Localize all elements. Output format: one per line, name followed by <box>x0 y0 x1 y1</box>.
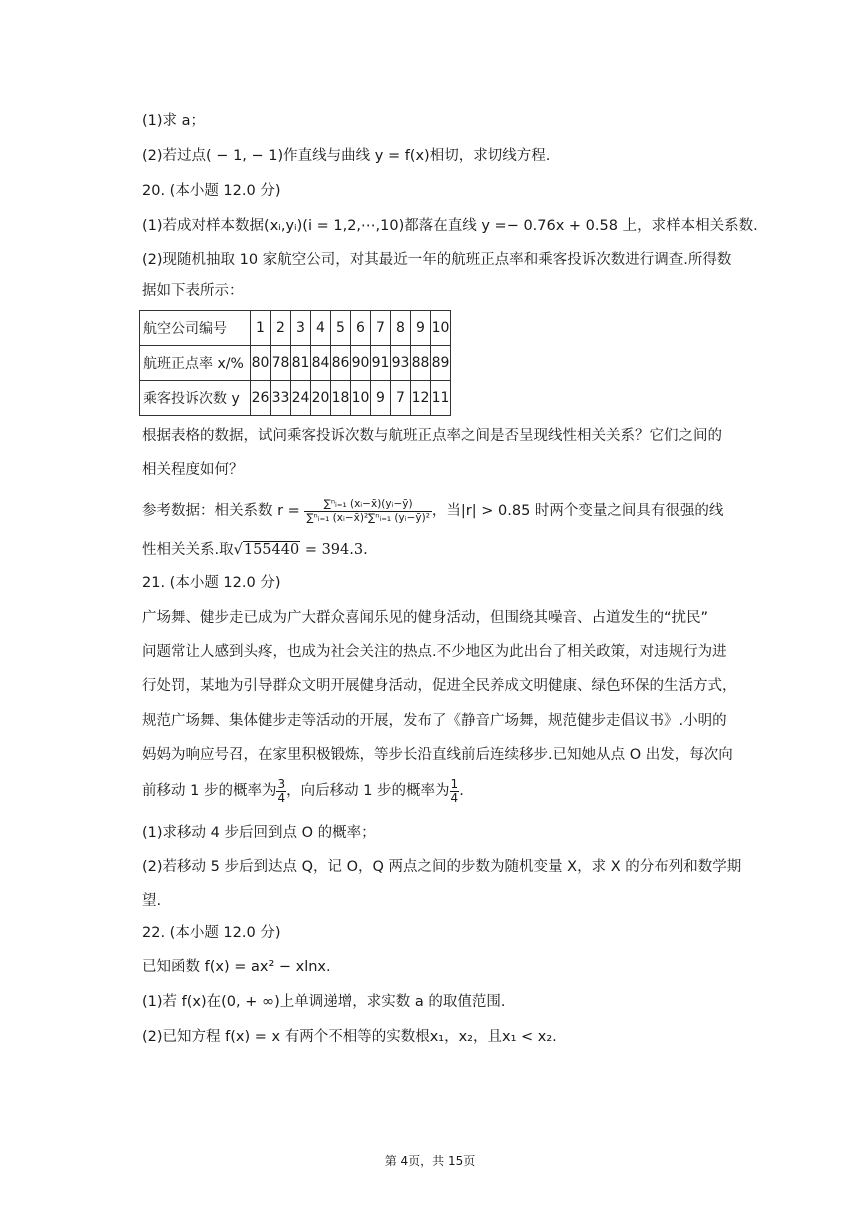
q21-paragraph-line3: 行处罚，某地为引导群众文明开展健身活动，促进全民养成文明健康、绿色环保的生活方式， <box>142 678 737 694</box>
q21-period: . <box>459 783 464 799</box>
table-cell: 9 <box>371 381 391 416</box>
fraction-numerator: 1 <box>450 776 459 791</box>
q20-question-line1: 根据表格的数据，试问乘客投诉次数与航班正点率之间是否呈现线性相关关系？它们之间的 <box>142 428 722 444</box>
fraction-one-quarter <box>450 778 460 805</box>
row-header: 航班正点率 x/% <box>140 346 251 381</box>
table-cell: 91 <box>371 346 391 381</box>
table-cell: 80 <box>251 346 271 381</box>
table-cell: 4 <box>311 311 331 346</box>
table-cell: 24 <box>291 381 311 416</box>
row-header: 乘客投诉次数 y <box>140 381 251 416</box>
table-cell: 5 <box>331 311 351 346</box>
q22-part1: (1)若 f(x)在(0, + ∞)上单调递增，求实数 a 的取值范围. <box>142 994 506 1010</box>
table-row <box>140 346 451 381</box>
table-cell: 3 <box>291 311 311 346</box>
q21-part2-line1: (2)若移动 5 步后到达点 Q，记 O，Q 两点之间的步数为随机变量 X，求 X 的分布列和数学期 <box>142 859 742 875</box>
formula-denominator: ∑ⁿᵢ₌₁ (xᵢ−x̄)²∑ⁿᵢ₌₁ (yᵢ−ȳ)² <box>306 511 430 524</box>
sqrt-result: = 394.3. <box>300 542 368 558</box>
table-cell: 88 <box>411 346 431 381</box>
table-cell: 10 <box>431 311 451 346</box>
table-cell: 7 <box>371 311 391 346</box>
q21-paragraph-line5: 妈妈为响应号召，在家里积极锻炼，等步长沿直线前后连续移步.已知她从点 O 出发，每次向 <box>142 747 733 763</box>
table-row <box>140 381 451 416</box>
table-cell: 78 <box>271 346 291 381</box>
q21-paragraph-line6 <box>142 776 464 806</box>
q21-paragraph-line1: 广场舞、健步走已成为广大群众喜闻乐见的健身活动，但围绕其噪音、占道发生的“扰民” <box>142 610 709 626</box>
table-cell: 2 <box>271 311 291 346</box>
table-cell: 20 <box>311 381 331 416</box>
table-cell: 86 <box>331 346 351 381</box>
q20-part2-line1: (2)现随机抽取 10 家航空公司，对其最近一年的航班正点率和乘客投诉次数进行调查.所得数 <box>142 252 732 268</box>
fraction-numerator: 3 <box>277 776 286 791</box>
table-cell: 9 <box>411 311 431 346</box>
table-cell: 12 <box>411 381 431 416</box>
table-cell: 10 <box>351 381 371 416</box>
q21-backward-text: ，向后移动 1 步的概率为 <box>286 783 450 799</box>
page-footer: 第 4页，共 15页 <box>384 1154 476 1168</box>
fraction-denominator: 4 <box>450 790 459 805</box>
sqrt-value: 155440 <box>243 542 300 558</box>
table-cell: 6 <box>351 311 371 346</box>
q21-forward-text: 前移动 1 步的概率为 <box>142 783 277 799</box>
q21-paragraph-line4: 规范广场舞、集体健步走等活动的开展，发布了《静音广场舞，规范健步走倡议书》.小明的 <box>142 713 727 729</box>
table-cell: 18 <box>331 381 351 416</box>
table-cell: 33 <box>271 381 291 416</box>
q22-part2: (2)已知方程 f(x) = x 有两个不相等的实数根x₁，x₂，且x₁ < x₂. <box>142 1029 557 1045</box>
table-row <box>140 311 451 346</box>
table-cell: 89 <box>431 346 451 381</box>
table-cell: 93 <box>391 346 411 381</box>
q21-paragraph-line2: 问题常让人感到头疼，也成为社会关注的热点.不少地区为此出台了相关政策，对违规行为进 <box>142 644 727 660</box>
reference-line2-prefix: 性相关关系.取 <box>142 542 234 558</box>
airline-data-table <box>139 310 451 416</box>
q20-question-line2: 相关程度如何？ <box>142 462 244 478</box>
reference-suffix: ，当|r| > 0.85 时两个变量之间具有很强的线 <box>431 503 724 519</box>
q21-header: 21. (本小题 12.0 分) <box>142 575 281 591</box>
q19-part2: (2)若过点( − 1, − 1)作直线与曲线 y = f(x)相切，求切线方程. <box>142 148 551 164</box>
table-cell: 1 <box>251 311 271 346</box>
q22-header: 22. (本小题 12.0 分) <box>142 925 281 941</box>
reference-prefix: 参考数据：相关系数 r = <box>142 503 300 519</box>
fraction-three-quarters <box>276 778 286 805</box>
q22-intro: 已知函数 f(x) = ax² − xlnx. <box>142 959 331 975</box>
reference-line2: 性相关关系.取√155440 = 394.3. <box>142 542 368 558</box>
q21-part2-line2: 望. <box>142 893 162 909</box>
q20-header: 20. (本小题 12.0 分) <box>142 183 281 199</box>
q21-part1: (1)求移动 4 步后回到点 O 的概率； <box>142 825 376 841</box>
q19-part1: (1)求 a； <box>142 113 206 129</box>
table-cell: 90 <box>351 346 371 381</box>
table-cell: 8 <box>391 311 411 346</box>
reference-formula <box>142 496 723 526</box>
correlation-formula <box>304 498 431 525</box>
table-cell: 81 <box>291 346 311 381</box>
table-cell: 84 <box>311 346 331 381</box>
table-cell: 7 <box>391 381 411 416</box>
row-header: 航空公司编号 <box>140 311 251 346</box>
table-cell: 11 <box>431 381 451 416</box>
q20-part2-line2: 据如下表所示： <box>142 283 244 299</box>
fraction-denominator: 4 <box>277 790 286 805</box>
table-cell: 26 <box>251 381 271 416</box>
formula-numerator: ∑ⁿᵢ₌₁ (xᵢ−x̄)(yᵢ−ȳ) <box>304 498 431 512</box>
q20-part1: (1)若成对样本数据(xᵢ,yᵢ)(i = 1,2,⋯,10)都落在直线 y =− 0.76x + 0.58 上，求样本相关系数. <box>142 218 758 234</box>
